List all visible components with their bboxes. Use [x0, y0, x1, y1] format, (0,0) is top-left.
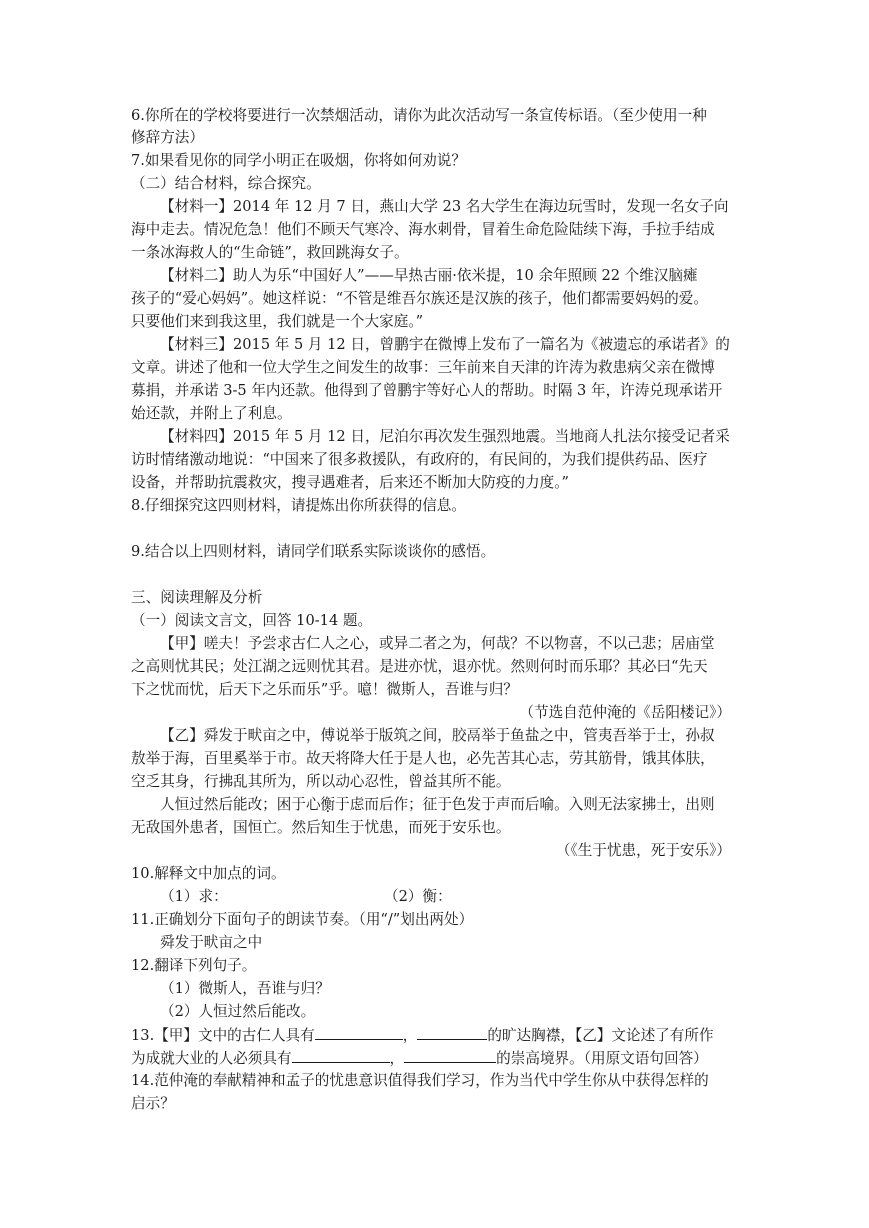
question-14-line-1: 14.范仲淹的奉献精神和孟子的忧患意识值得我们学习，作为当代中学生你从中获得怎样的	[131, 1072, 709, 1089]
dotted-word-qiu: 求	[276, 635, 292, 652]
passage-yi-line-4	[160, 795, 715, 815]
material-1-line-3: 一条冰海救人的“生命链”，救回跳海女子。	[131, 244, 409, 261]
passage-yi-source: （《生于忧患，死于安乐》）	[555, 842, 731, 859]
question-9: 9.结合以上四则材料，请同学们联系实际谈谈你的感悟。	[131, 543, 496, 560]
question-10-item-1: （1）求：	[160, 888, 228, 905]
material-3-line-2: 文章。讲述了他和一位大学生之间发生的故事：三年前来自天津的许涛为救患病父亲在微博	[131, 359, 715, 376]
question-10: 10.解释文中加点的词。	[131, 865, 286, 882]
question-12-item-1: （1）微斯人，吾谁与归？	[160, 980, 330, 997]
material-2-line-2: 孩子的“爱心妈妈”。她这样说：“不管是维吾尔族还是汉族的孩子，他们都需要妈妈的爱。	[131, 290, 708, 307]
passage-jia-line-2: 之高则忧其民；处江湖之远则忧其君。是进亦忧，退亦忧。然则何时而乐耶？其必曰“先天	[131, 658, 708, 675]
question-13-text: 13.【甲】文中的古仁人具有	[131, 1027, 315, 1044]
passage-yi-line-3: 空乏其身，行拂乱其所为，所以动心忍性，曾益其所不能。	[131, 773, 511, 790]
question-13-text: 为成就大业的人必须具有	[131, 1050, 292, 1067]
question-6-line-1: 6.你所在的学校将要进行一次禁烟活动，请你为此次活动写一条宣传标语。（至少使用一种	[131, 107, 707, 124]
question-10-item-2: （2）衡：	[384, 888, 452, 905]
question-11: 11.正确划分下面句子的朗读节奏。（用“/”划出两处）	[131, 911, 474, 928]
question-7: 7.如果看见你的同学小明正在吸烟，你将如何劝说？	[131, 152, 466, 169]
material-2-line-1: 【材料二】助人为乐“中国好人”——早热古丽·依米提，10 余年照顾 22 个维汉脑瘫	[160, 267, 698, 284]
passage-jia-text: 【甲】嗟夫！予尝	[160, 635, 277, 652]
passage-jia-source: （节选自范仲淹的《岳阳楼记》）	[519, 704, 731, 721]
question-13-text: 的旷达胸襟，【乙】文论述了有所作	[487, 1027, 714, 1044]
passage-yi-text: 于虑而后作；征于色发于声而后喻。入则无法家拂士，出则	[335, 796, 715, 813]
question-13-comma: ，	[389, 1050, 405, 1067]
passage-jia-line-1	[160, 634, 715, 654]
passage-yi-text: 人恒过然后能改；困于心	[160, 796, 321, 813]
material-3-line-1: 【材料三】2015 年 5 月 12 日，曾鹏宇在微博上发布了一篇名为《被遗忘的承诺者》的	[160, 336, 730, 353]
section-2-heading: （二）结合材料，综合探究。	[131, 175, 321, 192]
passage-yi-line-2: 敖举于海，百里奚举于市。故天将降大任于是人也，必先苦其心志，劳其筋骨，饿其体肤，	[131, 750, 715, 767]
question-13-line-1	[131, 1025, 714, 1046]
material-4-line-1: 【材料四】2015 年 5 月 12 日，尼泊尔再次发生强烈地震。当地商人扎法尔接受记者采	[160, 428, 730, 445]
passage-yi-line-1: 【乙】舜发于畎亩之中，傅说举于版筑之间，胶鬲举于鱼盐之中，管夷吾举于士，孙叔	[160, 727, 715, 744]
material-2-line-3: 只要他们来到我这里，我们就是一个大家庭。”	[131, 313, 424, 330]
material-1-line-1: 【材料一】2014 年 12 月 7 日，燕山大学 23 名大学生在海边玩雪时，发现一名女子向	[160, 198, 729, 215]
answer-blank-1[interactable]	[315, 1025, 403, 1040]
material-3-line-3: 募捐，并承诺 3-5 年内还款。他得到了曾鹏宇等好心人的帮助。时隔 3 年，许涛兑现承诺开	[131, 382, 723, 399]
material-4-line-2: 访时情绪激动地说：“中国来了很多救援队，有政府的，有民间的，为我们提供药品、医疗	[131, 451, 708, 468]
question-13-comma: ，	[402, 1027, 418, 1044]
dotted-word-heng: 衡	[320, 796, 336, 813]
question-12-item-2: （2）人恒过然后能改。	[160, 1003, 316, 1020]
question-11-sentence: 舜发于畎亩之中	[160, 934, 263, 951]
part-3-subheading: （一）阅读文言文，回答 10-14 题。	[131, 612, 373, 629]
passage-jia-text: 古仁人之心，或异二者之为，何哉？不以物喜，不以己悲；居庙堂	[291, 635, 715, 652]
question-6-line-2: 修辞方法）	[131, 129, 204, 146]
question-8: 8.仔细探究这四则材料，请提炼出你所获得的信息。	[131, 497, 466, 514]
question-12: 12.翻译下列句子。	[131, 957, 257, 974]
question-14-line-2: 启示？	[131, 1095, 175, 1112]
part-3-heading: 三、阅读理解及分析	[131, 589, 263, 606]
answer-blank-2[interactable]	[417, 1025, 487, 1040]
passage-yi-line-5: 无敌国外患者，国恒亡。然后知生于忧患，而死于安乐也。	[131, 819, 511, 836]
passage-jia-line-3: 下之忧而忧，后天下之乐而乐”乎。噫！微斯人，吾谁与归？	[131, 681, 518, 698]
material-3-line-4: 始还款，并附上了利息。	[131, 405, 292, 422]
question-13-line-2	[131, 1048, 708, 1069]
answer-blank-3[interactable]	[292, 1048, 390, 1063]
material-1-line-2: 海中走去。情况危急！他们不顾天气寒冷、海水刺骨，冒着生命危险陆续下海，手拉手结成	[131, 221, 715, 238]
question-13-text: 的崇高境界。（用原文语句回答）	[496, 1050, 708, 1067]
material-4-line-3: 设备，并帮助抗震救灾，搜寻遇难者，后来还不断加大防疫的力度。”	[131, 474, 569, 491]
answer-blank-4[interactable]	[404, 1048, 496, 1063]
